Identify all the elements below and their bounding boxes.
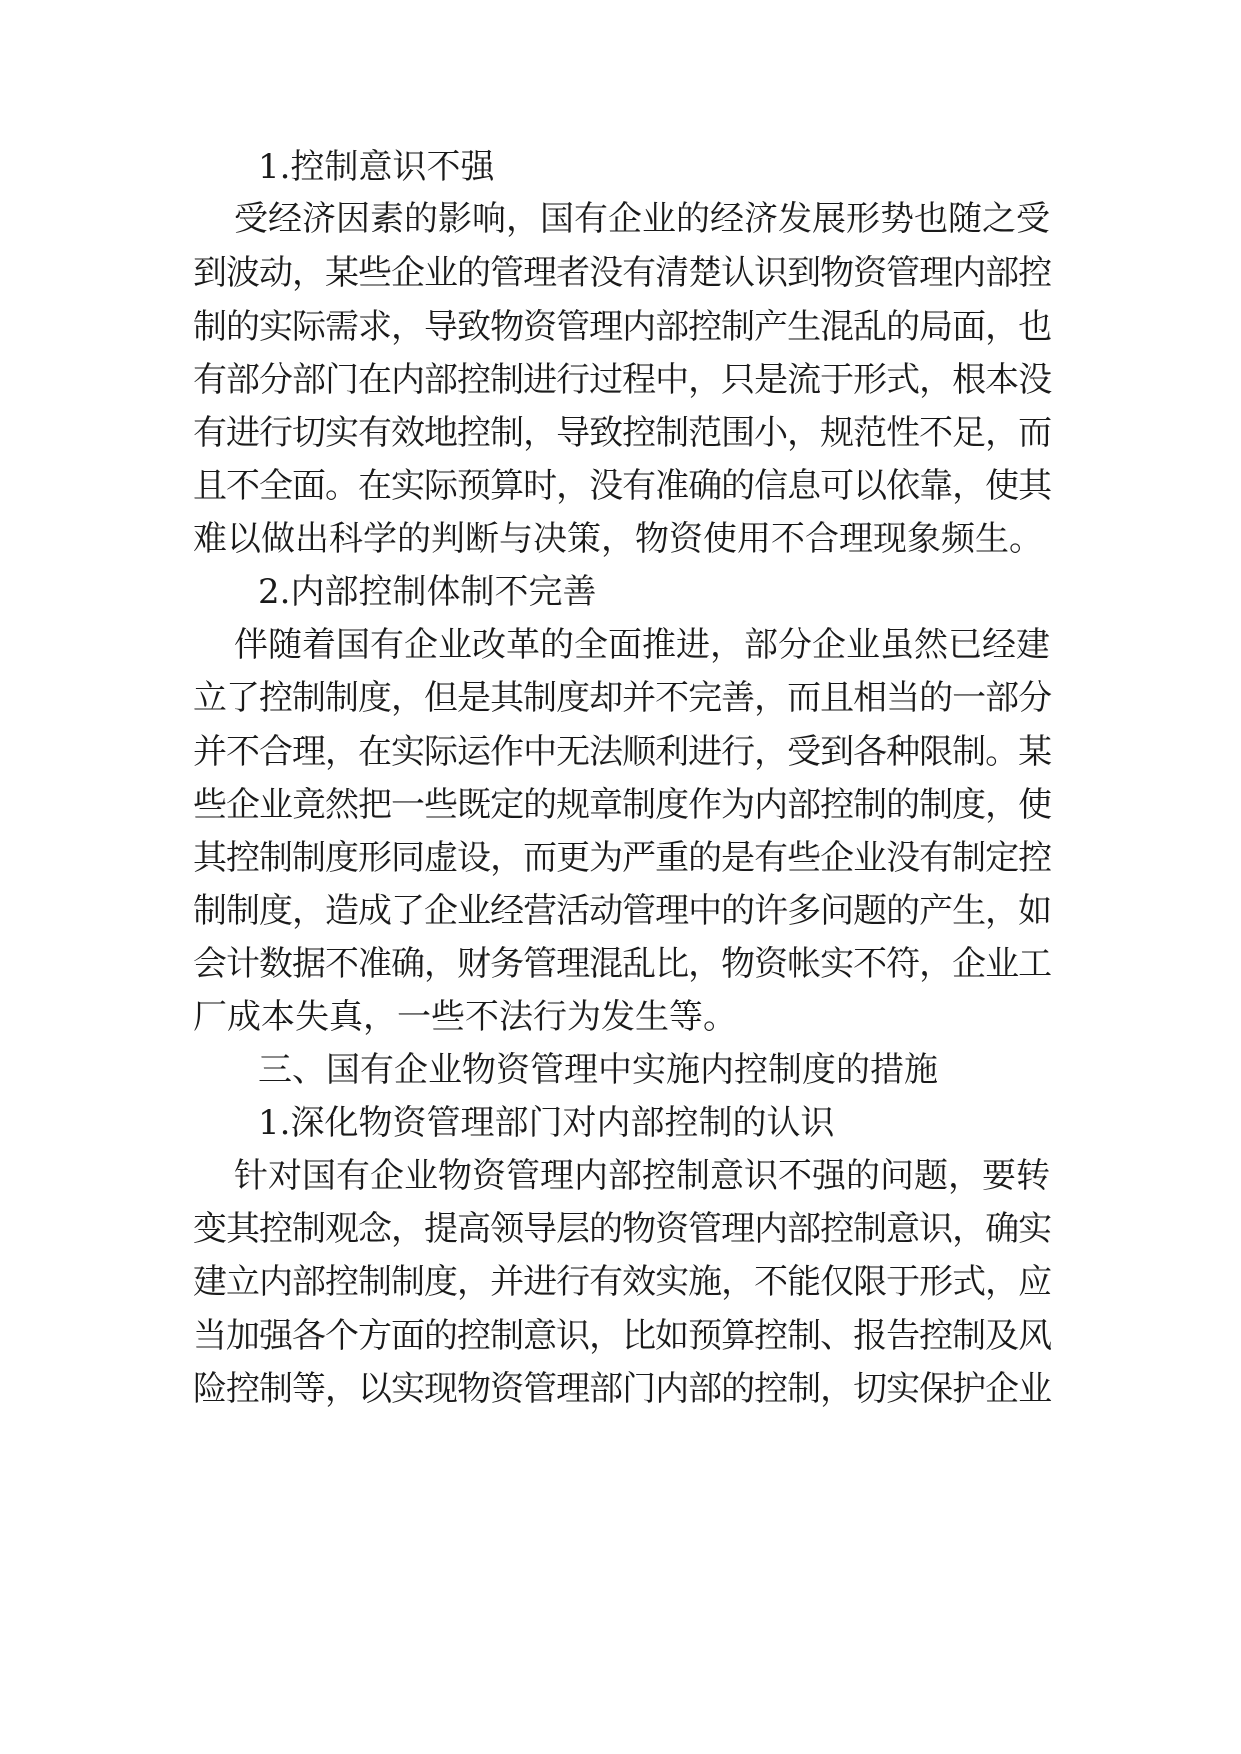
paragraph-line: 变其控制观念，提高领导层的物资管理内部控制意识，确实 xyxy=(193,1209,1051,1249)
section-heading: 2.内部控制体制不完善 xyxy=(258,572,597,612)
paragraph-line: 有部分部门在内部控制进行过程中，只是流于形式，根本没 xyxy=(193,360,1051,400)
paragraph-line: 难以做出科学的判断与决策，物资使用不合理现象频生。 xyxy=(193,519,1043,559)
paragraph-line: 有进行切实有效地控制，导致控制范围小，规范性不足，而 xyxy=(193,413,1051,453)
paragraph-line: 并不合理，在实际运作中无法顺利进行，受到各种限制。某 xyxy=(193,732,1051,772)
paragraph-line: 到波动，某些企业的管理者没有清楚认识到物资管理内部控 xyxy=(193,253,1051,293)
paragraph-line: 建立内部控制制度，并进行有效实施，不能仅限于形式，应 xyxy=(193,1262,1051,1302)
paragraph-line: 制的实际需求，导致物资管理内部控制产生混乱的局面，也 xyxy=(193,307,1051,347)
paragraph-line: 会计数据不准确，财务管理混乱比，物资帐实不符，企业工 xyxy=(193,944,1051,984)
paragraph-line: 些企业竟然把一些既定的规章制度作为内部控制的制度，使 xyxy=(193,785,1051,825)
paragraph-line: 伴随着国有企业改革的全面推进，部分企业虽然已经建 xyxy=(234,625,1050,665)
paragraph-line: 针对国有企业物资管理内部控制意识不强的问题，要转 xyxy=(234,1156,1050,1196)
section-heading: 1.控制意识不强 xyxy=(258,147,495,187)
paragraph-line: 受经济因素的影响，国有企业的经济发展形势也随之受 xyxy=(234,199,1050,239)
paragraph-line: 当加强各个方面的控制意识，比如预算控制、报告控制及风 xyxy=(193,1316,1051,1356)
paragraph-line: 险控制等，以实现物资管理部门内部的控制，切实保护企业 xyxy=(193,1369,1051,1409)
section-heading: 1.深化物资管理部门对内部控制的认识 xyxy=(258,1103,835,1143)
paragraph-line: 其控制制度形同虚设，而更为严重的是有些企业没有制定控 xyxy=(193,838,1051,878)
paragraph-line: 立了控制制度，但是其制度却并不完善，而且相当的一部分 xyxy=(193,678,1051,718)
paragraph-line: 且不全面。在实际预算时，没有准确的信息可以依靠，使其 xyxy=(193,466,1051,506)
paragraph-line: 制制度，造成了企业经营活动管理中的许多问题的产生，如 xyxy=(193,891,1051,931)
section-heading: 三、国有企业物资管理中实施内控制度的措施 xyxy=(258,1050,938,1090)
paragraph-line: 厂成本失真，一些不法行为发生等。 xyxy=(193,997,737,1037)
